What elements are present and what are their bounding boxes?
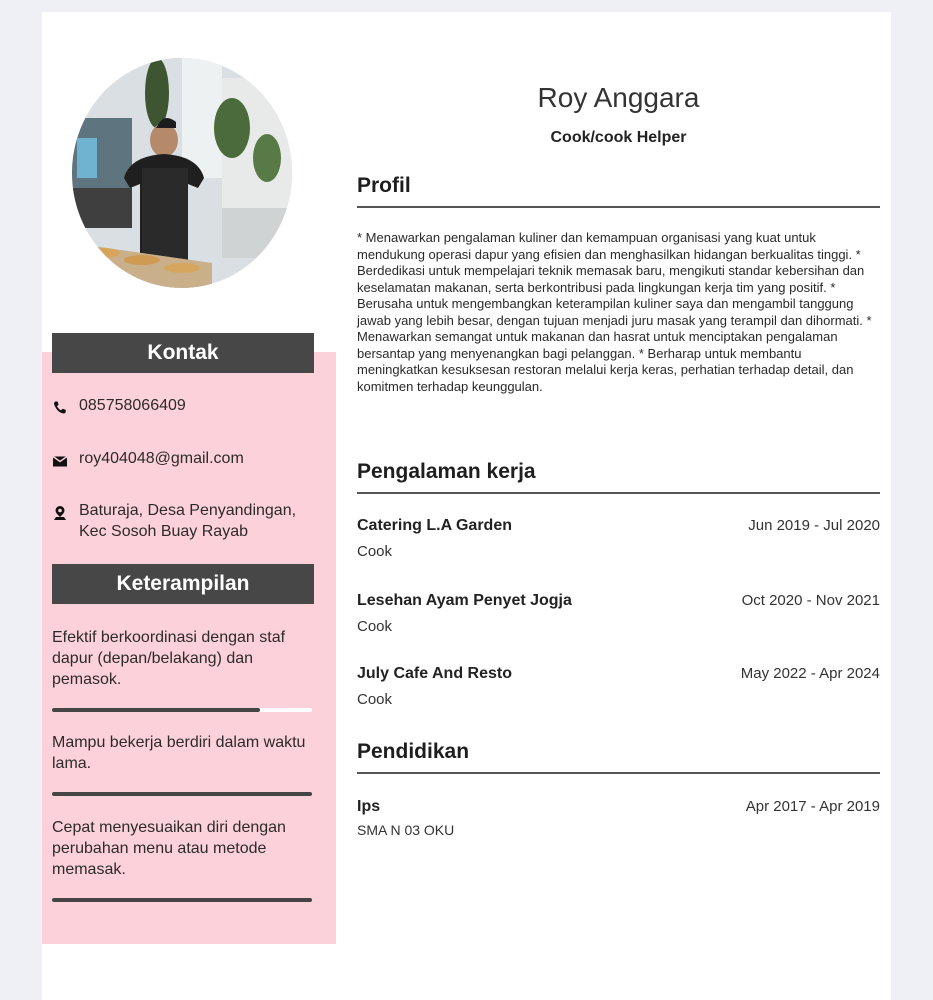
- skill-level-fill: [52, 708, 260, 712]
- education-item: [357, 798, 880, 838]
- skill-level-bar: [52, 792, 312, 796]
- skill-level-bar: [52, 708, 312, 712]
- company-name: Catering L.A Garden: [357, 517, 512, 534]
- skill-text: Mampu bekerja berdiri dalam waktu lama.: [52, 734, 306, 772]
- contact-email: [52, 448, 316, 469]
- email-address: roy404048@gmail.com: [79, 450, 244, 467]
- skills-heading: Keterampilan: [52, 564, 314, 604]
- education-dates: Apr 2017 - Apr 2019: [745, 798, 880, 815]
- employment-dates: Oct 2020 - Nov 2021: [741, 592, 880, 609]
- envelope-icon: [52, 453, 68, 469]
- skill-item: [52, 732, 316, 796]
- experience-heading: Pengalaman kerja: [357, 460, 880, 494]
- profile-photo-illustration: [72, 58, 292, 288]
- company-name: Lesehan Ayam Penyet Jogja: [357, 592, 572, 609]
- experience-item: [357, 517, 880, 560]
- profile-summary: * Menawarkan pengalaman kuliner dan kemampuan organisasi yang kuat untuk mendukung operasi dapur yang efisien dan menghasilkan hidangan berkualitas tinggi. * Berdedikasi untuk mempelajari teknik memasak baru, mengikuti standar kebersihan dan keselamatan makanan, serta berkontribusi pada lingkungan kerja tim yang positif. * Berusaha untuk mengembangkan keterampilan kuliner saya dan mengambil tanggung jawab yang lebih besar, dengan tujuan menjadi juru masak yang terampil dan dihormati. * Menawarkan semangat untuk makanan dan hasrat untuk menciptakan pengalaman bersantap yang menyenangkan bagi pelanggan. * Berharap untuk membantu meningkatkan kesuksesan restoran melalui kerja keras, perhatian terhadap detail, dan komitmen terhadap keunggulan.: [357, 230, 872, 394]
- profile-photo: [72, 58, 292, 288]
- resume-page: [42, 12, 891, 1000]
- education-field: Ips: [357, 798, 381, 815]
- skill-level-fill: [52, 898, 312, 902]
- contact-phone: [52, 395, 316, 416]
- school-name: SMA N 03 OKU: [357, 822, 455, 838]
- experience-item: [357, 665, 880, 708]
- phone-icon: [52, 400, 68, 416]
- company-name: July Cafe And Resto: [357, 665, 512, 682]
- experience-item: [357, 592, 880, 635]
- job-role: Cook: [357, 543, 393, 560]
- employment-dates: Jun 2019 - Jul 2020: [748, 517, 880, 534]
- contact-address: [52, 500, 316, 542]
- job-role: Cook: [357, 618, 393, 635]
- skill-item: [52, 817, 316, 902]
- skill-item: [52, 627, 316, 712]
- skill-level-bar: [52, 898, 312, 902]
- left-column: [42, 12, 336, 1000]
- phone-number: 085758066409: [79, 397, 186, 414]
- education-heading: Pendidikan: [357, 740, 880, 774]
- employment-dates: May 2022 - Apr 2024: [740, 665, 880, 682]
- candidate-name: Roy Anggara: [537, 82, 700, 113]
- profile-heading: Profil: [357, 174, 880, 208]
- job-role: Cook: [357, 691, 393, 708]
- skill-level-fill: [52, 792, 312, 796]
- job-title: Cook/cook Helper: [550, 129, 687, 146]
- location-pin-icon: [52, 505, 68, 521]
- skill-text: Cepat menyesuaikan diri dengan perubahan menu atau metode memasak.: [52, 819, 286, 878]
- contact-heading: Kontak: [52, 333, 314, 373]
- skill-text: Efektif berkoordinasi dengan staf dapur (depan/belakang) dan pemasok.: [52, 629, 286, 688]
- address-text: Baturaja, Desa Penyandingan, Kec Sosoh Buay Rayab: [79, 502, 297, 540]
